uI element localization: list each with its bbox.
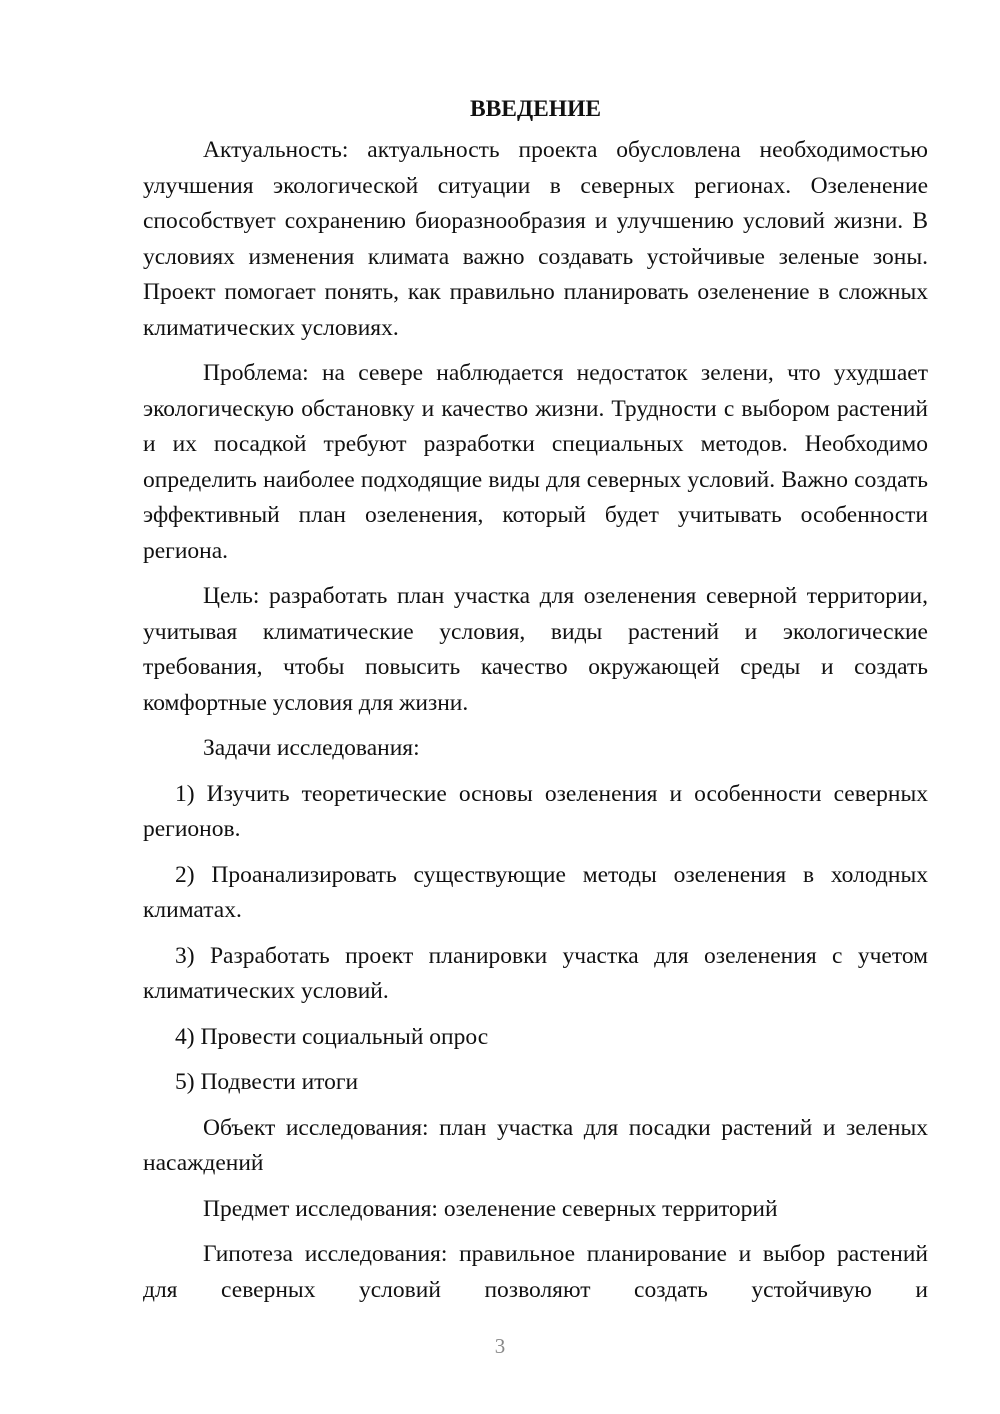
- task-item-1: 1) Изучить теоретические основы озеленения и особенности северных регионов.: [143, 780, 928, 842]
- page-title: ВВЕДЕНИЕ: [469, 96, 602, 122]
- subject-paragraph: Предмет исследования: озеленение северных территорий: [203, 1195, 778, 1222]
- document-page: [143, 92, 928, 1318]
- hypothesis-paragraph: Гипотеза исследования: правильное планирование и выбор растений для северных условий позволяют создать устойчивую и: [143, 1241, 928, 1303]
- relevance-paragraph: Актуальность: актуальность проекта обусловлена необходимостью улучшения экологической ситуации в северных регионах. Озеленение способствует сохранению биоразнообразия и улучшению условий жизни. В условиях изменения климата важно создавать устойчивые зеленые зоны. Проект помогает понять, как правильно планировать озеленение в сложных климатических условиях.: [143, 137, 928, 341]
- task-item-4: 4) Провести социальный опрос: [175, 1023, 489, 1050]
- goal-paragraph: Цель: разработать план участка для озеленения северной территории, учитывая климатические условия, виды растений и экологические требования, чтобы повысить качество окружающей среды и создать комфортные условия для жизни.: [143, 583, 928, 716]
- task-item-2: 2) Проанализировать существующие методы озеленения в холодных климатах.: [143, 861, 928, 923]
- problem-paragraph: Проблема: на севере наблюдается недостаток зелени, что ухудшает экологическую обстановку и качество жизни. Трудности с выбором растений и их посадкой требуют разработки специальных методов. Необходимо определить наиболее подходящие виды для северных условий. Важно создать эффективный план озеленения, который будет учитывать особенности региона.: [143, 360, 928, 564]
- task-item-3: 3) Разработать проект планировки участка для озеленения с учетом климатических условий.: [143, 942, 928, 1004]
- tasks-heading: Задачи исследования:: [203, 735, 420, 761]
- page-number: 3: [494, 1334, 506, 1358]
- task-item-5: 5) Подвести итоги: [175, 1069, 359, 1095]
- object-paragraph: Объект исследования: план участка для посадки растений и зеленых насаждений: [143, 1114, 928, 1176]
